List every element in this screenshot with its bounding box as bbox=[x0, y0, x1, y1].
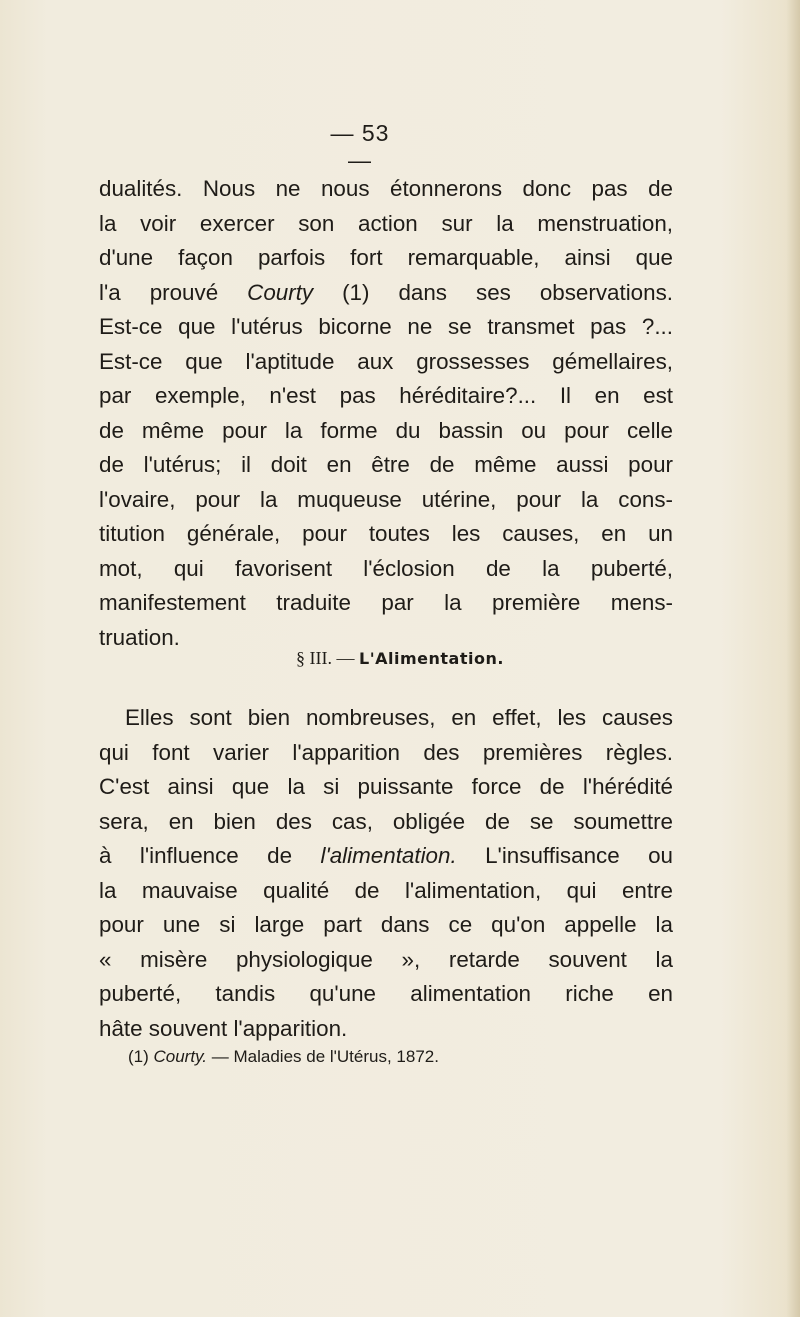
text-line: Est-ce que l'utérus bicorne ne se transmet pas ?... bbox=[99, 314, 673, 339]
section-title: L'Alimentation. bbox=[359, 649, 504, 668]
text-line: mot, qui favorisent l'éclosion de la puberté, bbox=[99, 555, 673, 581]
text-line: l'ovaire, pour la muqueuse utérine, pour la cons- bbox=[99, 486, 673, 512]
text-line: de l'utérus; il doit en être de même aussi pour bbox=[99, 452, 673, 477]
text-line: pour une si large part dans ce qu'on appelle la bbox=[99, 912, 673, 937]
footnote-marker: (1) bbox=[128, 1047, 154, 1066]
text-line: qui font varier l'apparition des premières règles. bbox=[99, 739, 673, 765]
paragraph-1 bbox=[99, 172, 673, 655]
text-line-citation bbox=[99, 276, 673, 311]
text-fragment: à l'influence de bbox=[99, 843, 321, 868]
text-line: par exemple, n'est pas héréditaire?... Il en est bbox=[99, 383, 673, 408]
text-line: la voir exercer son action sur la menstruation, bbox=[99, 210, 673, 236]
text-line: truation. bbox=[99, 624, 180, 650]
footnote bbox=[128, 1047, 439, 1067]
author-name: Courty bbox=[247, 279, 314, 305]
text-fragment: l'a prouvé bbox=[99, 279, 248, 305]
page-number: — 53 — bbox=[330, 120, 390, 173]
paragraph-2 bbox=[99, 701, 673, 1046]
text-line: C'est ainsi que la si puissante force de l'hérédité bbox=[99, 774, 673, 799]
footnote-author: Courty. bbox=[153, 1047, 208, 1066]
text-line: la mauvaise qualité de l'alimentation, qui entre bbox=[99, 877, 673, 903]
text-line-emphasis bbox=[99, 839, 673, 874]
text-fragment: L'insuffisance ou bbox=[456, 843, 673, 868]
text-line: manifestement traduite par la première mens- bbox=[99, 590, 673, 615]
text-line: puberté, tandis qu'une alimentation riche en bbox=[99, 981, 673, 1006]
text-line: « misère physiologique », retarde souvent la bbox=[99, 946, 673, 972]
text-line: titution générale, pour toutes les causes, en un bbox=[99, 521, 673, 546]
text-line: de même pour la forme du bassin ou pour celle bbox=[99, 417, 673, 443]
section-number: § III. — bbox=[296, 648, 360, 668]
text-line: Elles sont bien nombreuses, en effet, les causes bbox=[125, 705, 673, 730]
text-line: hâte souvent l'apparition. bbox=[99, 1015, 348, 1041]
text-line: sera, en bien des cas, obligée de se soumettre bbox=[99, 808, 673, 834]
section-heading bbox=[0, 648, 800, 669]
emphasis-term: l'alimentation. bbox=[320, 843, 457, 868]
footnote-text: — Maladies de l'Utérus, 1872. bbox=[207, 1047, 439, 1066]
text-line: dualités. Nous ne nous étonnerons donc pas de bbox=[99, 176, 673, 201]
text-line: Est-ce que l'aptitude aux grossesses gémellaires, bbox=[99, 348, 673, 374]
text-line: d'une façon parfois fort remarquable, ainsi que bbox=[99, 245, 673, 270]
text-fragment: (1) dans ses observations. bbox=[313, 279, 673, 305]
